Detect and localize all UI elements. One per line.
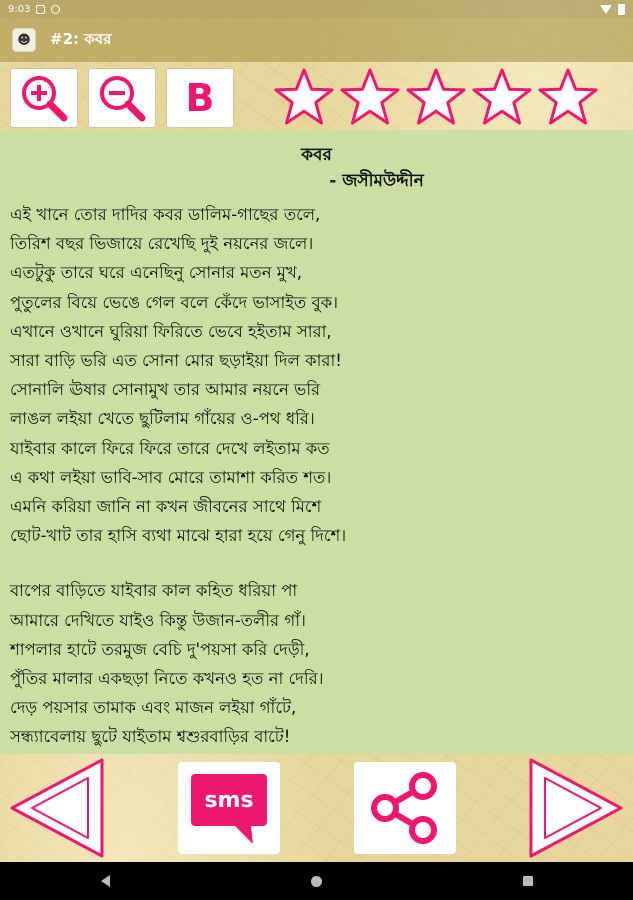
share-button[interactable] bbox=[354, 762, 456, 854]
star-icon bbox=[537, 67, 599, 127]
poem-title: কবর bbox=[301, 145, 332, 165]
poem-line: সারা বাড়ি ভরি এত সোনা মোর ছড়াইয়া দিল কারা! bbox=[10, 351, 342, 371]
poem-line: এমনি করিয়া জানি না কখন জীবনের সাথে মিশে bbox=[10, 497, 322, 517]
poem-content[interactable] bbox=[0, 130, 633, 754]
sms-button[interactable] bbox=[178, 762, 280, 854]
home-icon[interactable] bbox=[311, 876, 322, 887]
poem-line: এ কথা লইয়া ভাবি-সাব মোরে তামাশা করিত শত। bbox=[10, 467, 332, 487]
status-time: 9:03 bbox=[8, 3, 31, 15]
poem-line: এতটুকু তারে ঘরে এনেছিনু সোনার মতন মুখ, bbox=[10, 263, 303, 283]
rating-stars bbox=[272, 66, 599, 128]
poem-line: ছোট-খাট তার হাসি ব্যথা মাঝে হারা হয়ে গেনু দিশে। bbox=[10, 526, 347, 546]
rating-star-5[interactable] bbox=[536, 66, 599, 128]
star-icon bbox=[273, 67, 335, 127]
rating-star-1[interactable] bbox=[272, 66, 335, 128]
zoom-out-icon bbox=[96, 72, 148, 124]
poem-line: দেড় পয়সার তামাক এবং মাজন লইয়া গাঁটে, bbox=[10, 698, 297, 718]
poem-line: এই খানে তোর দাদির কবর ডালিম-গাছের তলে, bbox=[10, 205, 321, 224]
share-icon bbox=[365, 768, 445, 848]
bold-label: B bbox=[185, 76, 215, 120]
back-icon[interactable] bbox=[101, 875, 110, 887]
star-icon bbox=[471, 67, 533, 127]
notification-icon bbox=[36, 5, 45, 14]
poem-author: - জসীমউদ্দীন bbox=[329, 171, 424, 191]
battery-icon bbox=[618, 4, 625, 15]
poem-line: সোনালি ঊষার সোনামুখ তার আমার নয়নে ভরি bbox=[10, 380, 321, 400]
star-icon bbox=[339, 67, 401, 127]
page-title: #2: কবর bbox=[50, 29, 112, 48]
status-bar bbox=[0, 0, 633, 18]
poem-line: আমারে দেখিতে যাইও কিন্তু উজান-তলীর গাঁ। bbox=[10, 610, 306, 630]
zoom-in-button[interactable] bbox=[10, 68, 78, 128]
bottom-bar bbox=[0, 754, 633, 862]
sync-icon bbox=[51, 5, 60, 14]
poem-line: সন্ধ্যাবেলায় ছুটে যাইতাম শ্বশুরবাড়ির বাটে! bbox=[10, 727, 291, 747]
poem-line: লাঙল লইয়া খেতে ছুটিলাম গাঁয়ের ও-পথ ধরি। bbox=[10, 409, 315, 429]
stanza-1 bbox=[10, 200, 623, 550]
arrow-left-icon bbox=[4, 756, 106, 860]
star-icon bbox=[405, 67, 467, 127]
zoom-in-icon bbox=[18, 72, 70, 124]
poem-line: পুতুলের বিয়ে ভেঙে গেল বলে কেঁদে ভাসাইত বুক। bbox=[10, 292, 339, 312]
recent-apps-icon[interactable] bbox=[523, 876, 533, 886]
rating-star-3[interactable] bbox=[404, 66, 467, 128]
poem-line: পুঁতির মালার একছড়া নিতে কখনও হত না দেরি। bbox=[10, 669, 324, 689]
sms-label: sms bbox=[204, 788, 254, 813]
poet-portrait-icon: ☻ bbox=[12, 28, 36, 52]
wifi-icon bbox=[600, 5, 612, 14]
poem-line: যাইবার কালে ফিরে ফিরে তারে দেখে লইতাম কত bbox=[10, 438, 330, 458]
previous-button[interactable] bbox=[4, 756, 106, 860]
app-bar bbox=[0, 18, 633, 62]
zoom-out-button[interactable] bbox=[88, 68, 156, 128]
rating-star-4[interactable] bbox=[470, 66, 533, 128]
arrow-right-icon bbox=[527, 756, 629, 860]
system-nav-bar bbox=[0, 862, 633, 900]
poem-line: তিরিশ বছর ভিজায়ে রেখেছি দুই নয়নের জলে। bbox=[10, 234, 314, 254]
poem-line: বাপের বাড়িতে যাইবার কাল কহিত ধরিয়া পা bbox=[10, 581, 298, 601]
toolbar bbox=[0, 66, 633, 128]
next-button[interactable] bbox=[527, 756, 629, 860]
poem-line: শাপলার হাটে তরমুজ বেচি দু'পয়সা করি দেড়ী, bbox=[10, 639, 310, 659]
rating-star-2[interactable] bbox=[338, 66, 401, 128]
bold-button[interactable] bbox=[166, 68, 234, 128]
poem-line: এখানে ওখানে ঘুরিয়া ফিরিতে ভেবে হইতাম সারা, bbox=[10, 321, 332, 341]
stanza-2 bbox=[10, 576, 623, 751]
